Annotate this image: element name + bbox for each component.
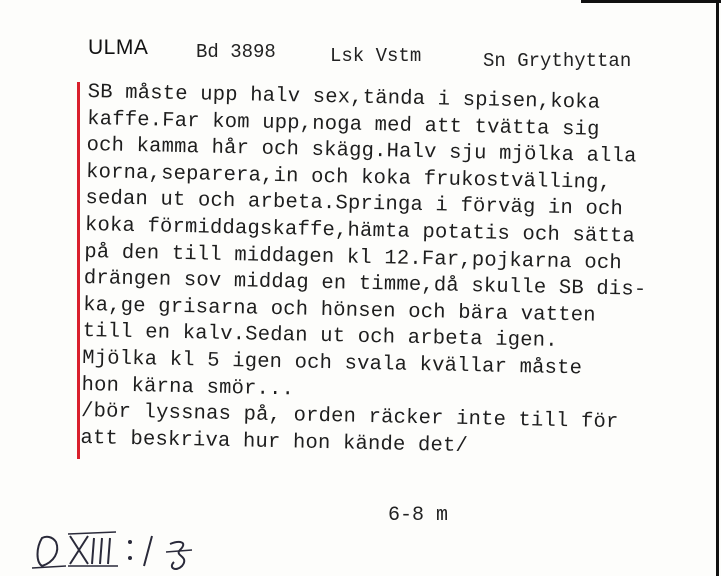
body-line: /bör lyssnas på, orden räcker inte till för <box>80 400 619 435</box>
page-range: 6-8 m <box>388 504 449 527</box>
body-line: Mjölka kl 5 igen och svala kvällar måste <box>81 346 583 381</box>
handwritten-signature <box>30 522 210 574</box>
body-line: kaffe.Far kom upp,noga med att tvätta sig <box>86 107 600 142</box>
body-line: ka,ge grisarna och hönsen och bära vatten <box>83 293 597 328</box>
district-label: Lsk Vstm <box>330 45 422 67</box>
red-margin-line <box>77 82 80 459</box>
card-body-text <box>80 80 718 465</box>
record-code: Bd 3898 <box>196 41 276 63</box>
body-line: hon kärna smör... <box>81 373 295 401</box>
body-line: korna,separera,in och koka frukostvälling, <box>85 160 612 195</box>
body-line: koka förmiddagskaffe,hämta potatis och sätta <box>84 213 636 249</box>
body-line: sedan ut och arbeta.Springa i förväg in och <box>85 187 624 222</box>
card-border-top <box>581 0 721 3</box>
parish-label: Sn Grythyttan <box>483 50 632 72</box>
card-border-right <box>716 0 719 576</box>
body-line: drängen sov middag en timme,då skulle SB dis- <box>83 267 647 302</box>
body-line: och kamma hår och skägg.Halv sju mjölka alla <box>86 134 637 169</box>
archive-title: ULMA <box>88 36 149 59</box>
body-line: till en kalv.Sedan ut och arbeta igen. <box>82 320 558 354</box>
body-line: på den till middagen kl 12.Far,pojkarna och <box>84 240 623 275</box>
body-line: att beskriva hur hon kände det/ <box>80 426 469 458</box>
body-line: SB måste upp halv sex,tända i spisen,koka <box>87 80 601 115</box>
